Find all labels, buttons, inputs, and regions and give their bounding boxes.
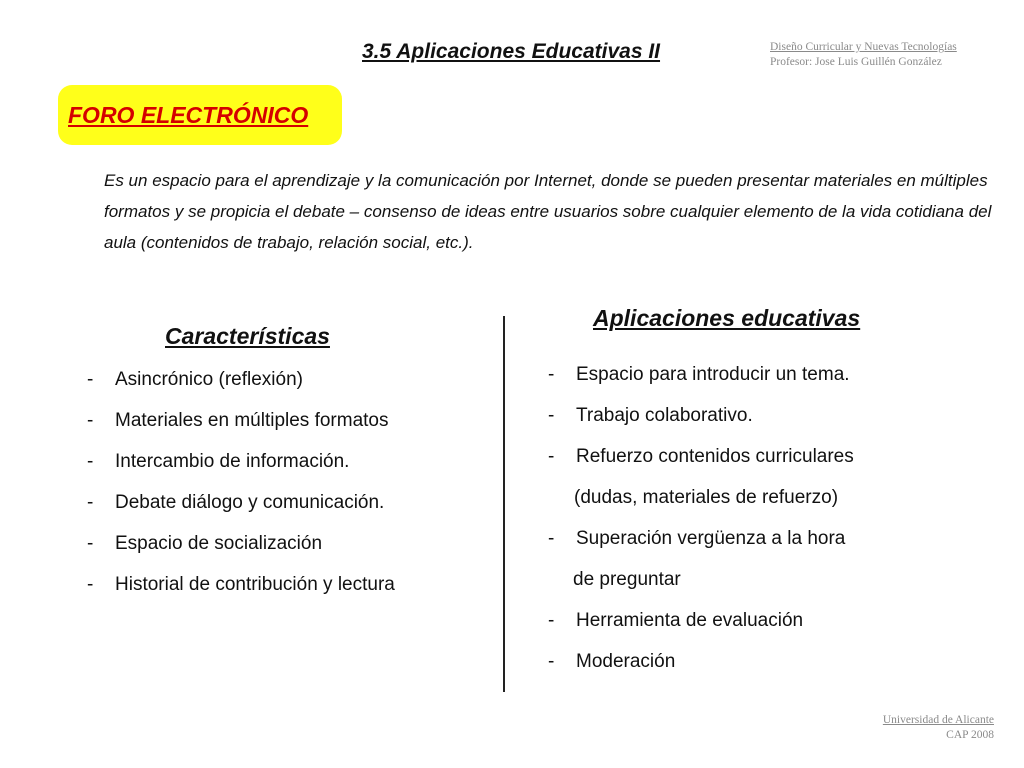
list-item-text: Materiales en múltiples formatos <box>115 410 389 431</box>
list-item-text: de preguntar <box>573 569 681 590</box>
applications-heading: Aplicaciones educativas <box>593 305 861 331</box>
professor-name: Profesor: Jose Luis Guillén González <box>770 56 942 68</box>
bullet-dash: - <box>87 533 94 554</box>
list-item-text: Espacio para introducir un tema. <box>576 364 850 385</box>
list-item-continuation <box>548 559 854 600</box>
list-item <box>548 600 854 641</box>
list-item <box>548 641 854 682</box>
list-item <box>548 354 854 395</box>
list-item-text: Superación vergüenza a la hora <box>576 528 846 549</box>
list-item-continuation <box>548 477 854 518</box>
list-item-text: Intercambio de información. <box>115 451 350 472</box>
university-name: Universidad de Alicante <box>882 714 994 726</box>
slide-title: 3.5 Aplicaciones Educativas II <box>362 40 661 63</box>
bullet-dash: - <box>548 651 555 672</box>
footer-info <box>883 713 994 743</box>
list-item-text: Historial de contribución y lectura <box>115 574 395 595</box>
bullet-dash: - <box>548 610 555 631</box>
course-name: Diseño Curricular y Nuevas Tecnologías <box>770 41 957 53</box>
list-item-text: Trabajo colaborativo. <box>576 405 753 426</box>
bullet-dash: - <box>87 410 94 431</box>
bullet-dash: - <box>548 446 555 467</box>
list-item-text: Moderación <box>576 651 676 672</box>
list-item <box>548 395 854 436</box>
list-item-text: Asincrónico (reflexión) <box>115 369 303 390</box>
list-item <box>87 441 395 482</box>
list-item <box>87 482 395 523</box>
definition-text: Es un espacio para el aprendizaje y la comunicación por Internet, donde se pueden presentar materiales en múltiples formatos y se propicia el debate – consenso de ideas entre usuarios sobre cualquier elemento de la vida cotidiana del aula (contenidos de trabajo, relación social, etc.). <box>104 171 992 252</box>
list-item-text: Espacio de socialización <box>115 533 323 554</box>
section-badge-label: FORO ELECTRÓNICO <box>68 101 309 128</box>
bullet-dash: - <box>87 492 94 513</box>
list-item <box>548 436 854 477</box>
bullet-dash: - <box>87 574 94 595</box>
list-item-text: Herramienta de evaluación <box>576 610 804 631</box>
list-item <box>87 523 395 564</box>
column-divider <box>503 316 505 692</box>
bullet-dash: - <box>548 528 555 549</box>
list-item-text: Debate diálogo y comunicación. <box>115 492 385 513</box>
characteristics-list <box>87 359 395 605</box>
bullet-dash: - <box>87 369 94 390</box>
header-info <box>770 40 957 70</box>
list-item <box>87 564 395 605</box>
list-item-text: (dudas, materiales de refuerzo) <box>574 487 839 508</box>
program-label: CAP 2008 <box>946 729 994 741</box>
list-item <box>87 359 395 400</box>
section-badge <box>58 85 342 145</box>
bullet-dash: - <box>87 451 94 472</box>
applications-list <box>548 354 854 682</box>
list-item <box>548 518 854 559</box>
bullet-dash: - <box>548 405 555 426</box>
list-item-text: Refuerzo contenidos curriculares <box>576 446 854 467</box>
bullet-dash: - <box>548 364 555 385</box>
characteristics-heading: Características <box>165 323 330 349</box>
list-item <box>87 400 395 441</box>
